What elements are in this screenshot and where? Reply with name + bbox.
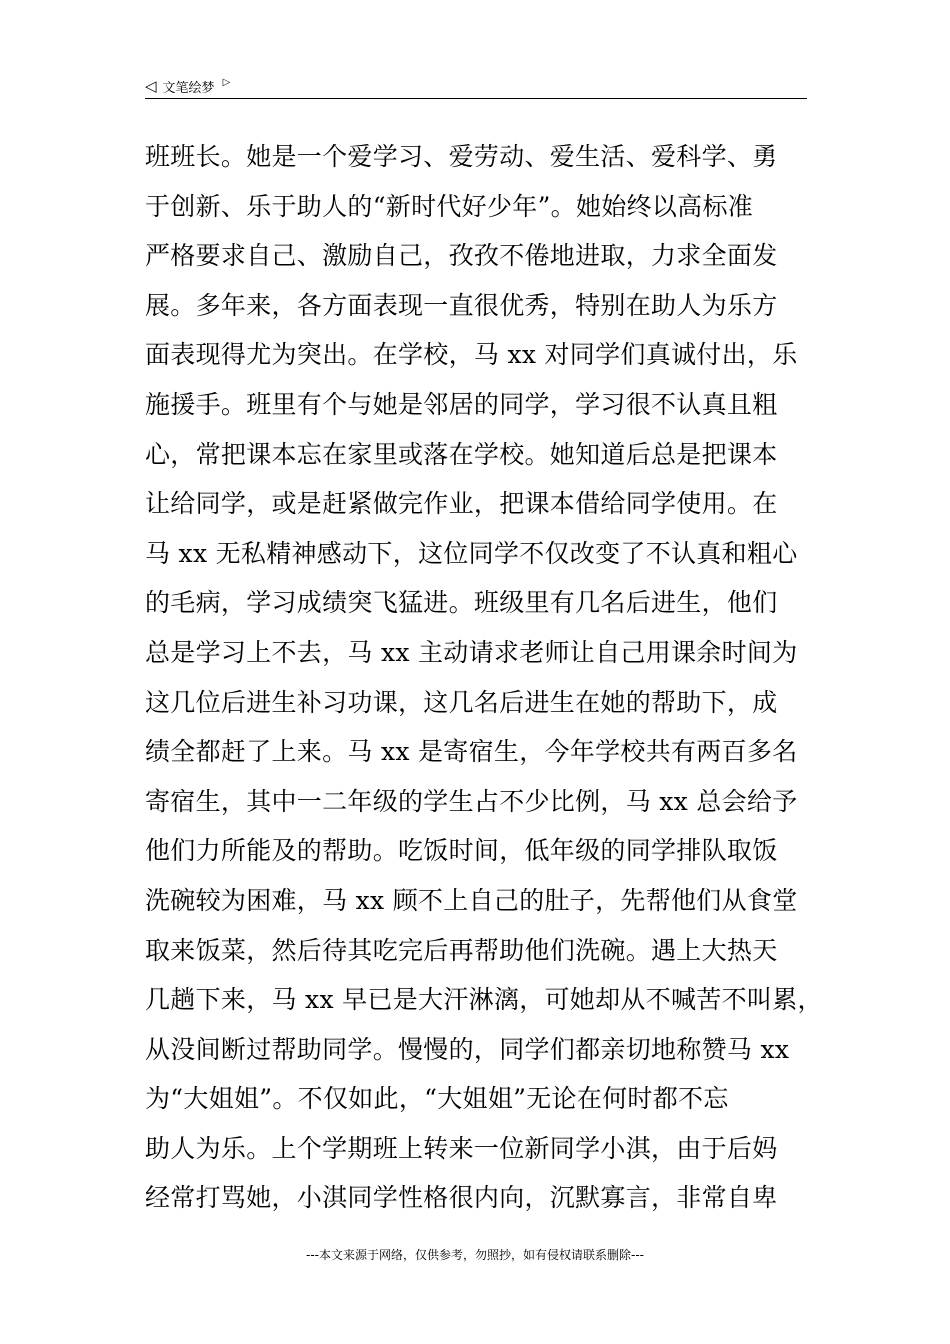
document-body xyxy=(145,132,823,1223)
header-divider xyxy=(145,98,807,99)
text-line: 这几位后进生补习功课，这几名后进生在她的帮助下，成 xyxy=(145,687,778,717)
header-title: 文笔绘梦 xyxy=(162,80,215,96)
footer-disclaimer: ---本文来源于网络，仅供参考，勿照抄，如有侵权请联系删除--- xyxy=(306,1248,644,1262)
text-line: 从没间断过帮助同学。慢慢的，同学们都亲切地称赞马 xx xyxy=(145,1034,790,1064)
text-line: 让给同学，或是赶紧做完作业，把课本借给同学使用。在 xyxy=(145,489,778,519)
text-line: 助人为乐。上个学期班上转来一位新同学小淇，由于后妈 xyxy=(145,1133,778,1163)
text-line: 取来饭菜，然后待其吃完后再帮助他们洗碗。遇上大热天 xyxy=(145,935,778,965)
text-line: 经常打骂她，小淇同学性格很内向，沉默寡言，非常自卑 xyxy=(145,1183,778,1213)
text-line: 于创新、乐于助人的“新时代好少年”。她始终以高标准 xyxy=(145,191,754,221)
page-header xyxy=(145,74,807,98)
left-triangle-icon: ◁ xyxy=(145,76,157,95)
text-line: 他们力所能及的帮助。吃饭时间，低年级的同学排队取饭 xyxy=(145,836,778,866)
text-line: 的毛病，学习成绩突飞猛进。班级里有几名后进生，他们 xyxy=(145,588,778,618)
right-triangle-icon: ▷ xyxy=(222,77,231,88)
text-line: 为“大姐姐”。不仅如此，“大姐姐”无论在何时都不忘 xyxy=(145,1084,729,1114)
text-line: 面表现得尤为突出。在学校，马 xx 对同学们真诚付出，乐 xyxy=(145,340,798,370)
text-line: 绩全都赶了上来。马 xx 是寄宿生，今年学校共有两百多名 xyxy=(145,737,798,767)
text-line: 洗碗较为困难，马 xx 顾不上自己的肚子，先帮他们从食堂 xyxy=(145,885,798,915)
text-line: 展。多年来，各方面表现一直很优秀，特别在助人为乐方 xyxy=(145,290,778,320)
text-line: 心，常把课本忘在家里或落在学校。她知道后总是把课本 xyxy=(145,439,778,469)
text-line: 班班长。她是一个爱学习、爱劳动、爱生活、爱科学、勇 xyxy=(145,142,778,171)
text-line: 几趟下来，马 xx 早已是大汗淋漓，可她却从不喊苦不叫累， xyxy=(145,985,823,1015)
text-line: 马 xx 无私精神感动下，这位同学不仅改变了不认真和粗心 xyxy=(145,538,798,568)
text-line: 严格要求自己、激励自己，孜孜不倦地进取，力求全面发 xyxy=(145,241,778,271)
text-line: 总是学习上不去，马 xx 主动请求老师让自己用课余时间为 xyxy=(145,637,798,667)
text-line: 寄宿生，其中一二年级的学生占不少比例，马 xx 总会给予 xyxy=(145,786,798,816)
text-line: 施援手。班里有个与她是邻居的同学，学习很不认真且粗 xyxy=(145,389,778,419)
